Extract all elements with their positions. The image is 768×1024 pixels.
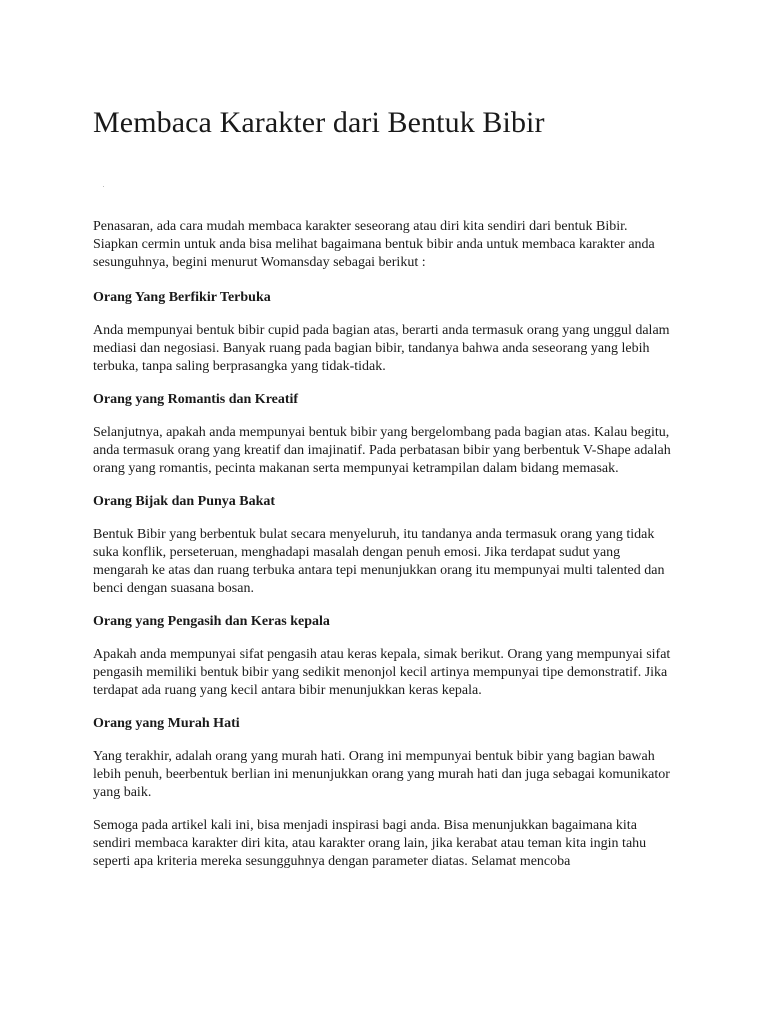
document-body xyxy=(93,218,673,871)
section-heading: Orang yang Pengasih dan Keras kepala xyxy=(93,614,330,629)
section-paragraph: Apakah anda mempunyai sifat pengasih atau keras kepala, simak berikut. Orang yang mempunyai sifat pengasih memiliki bentuk bibir yang sedikit menonjol kecil artinya mempunyai tipe demonstratif. Jika terdapat ada ruang yang kecil antara bibir menunjukkan keras kepala. xyxy=(93,647,671,698)
section-heading: Orang Yang Berfikir Terbuka xyxy=(93,290,271,305)
closing-paragraph: Semoga pada artikel kali ini, bisa menjadi inspirasi bagi anda. Bisa menunjukkan bagaimana kita sendiri membaca karakter diri kita, atau karakter orang lain, jika kerabat atau teman kita ingin tahu seperti apa kriteria mereka sesungguhnya dengan parameter diatas. Selamat mencoba xyxy=(93,818,647,869)
section-heading: Orang yang Murah Hati xyxy=(93,716,240,731)
section-paragraph: Bentuk Bibir yang berbentuk bulat secara menyeluruh, itu tandanya anda termasuk orang yang tidak suka konflik, perseteruan, menghadapi masalah dengan penuh emosi. Jika terdapat sudut yang mengarah ke atas dan ruang terbuka antara tepi menunjukkan orang itu mempunyai multi talented dan benci dengan suasana bosan. xyxy=(93,527,665,596)
section-heading: Orang Bijak dan Punya Bakat xyxy=(93,494,276,509)
section-paragraph: Anda mempunyai bentuk bibir cupid pada bagian atas, berarti anda termasuk orang yang unggul dalam mediasi dan negosiasi. Banyak ruang pada bagian bibir, tandanya bahwa anda seseorang yang lebih terbuka, tanpa saling berprasangka yang tidak-tidak. xyxy=(93,323,670,374)
section-paragraph: Yang terakhir, adalah orang yang murah hati. Orang ini mempunyai bentuk bibir yang bagian bawah lebih penuh, beerbentuk berlian ini menunjukkan orang yang murah hati dan juga sebagai komunikator yang baik. xyxy=(93,749,670,800)
section-heading: Orang yang Romantis dan Kreatif xyxy=(93,392,299,407)
dot-mark xyxy=(103,186,104,187)
document-page xyxy=(93,104,673,869)
intro-paragraph: Penasaran, ada cara mudah membaca karakter seseorang atau diri kita sendiri dari bentuk Bibir. Siapkan cermin untuk anda bisa melihat bagaimana bentuk bibir anda untuk membaca karakter anda sesunguhnya, begini menurut Womansday sebagai berikut : xyxy=(93,219,655,270)
section-paragraph: Selanjutnya, apakah anda mempunyai bentuk bibir yang bergelombang pada bagian atas. Kalau begitu, anda termasuk orang yang kreatif dan imajinatif. Pada perbatasan bibir yang berbentuk V-Shape adalah orang yang romantis, pecinta makanan serta mempunyai ketrampilan dalam bidang memasak. xyxy=(93,425,671,476)
document-title: Membaca Karakter dari Bentuk Bibir xyxy=(93,106,545,139)
